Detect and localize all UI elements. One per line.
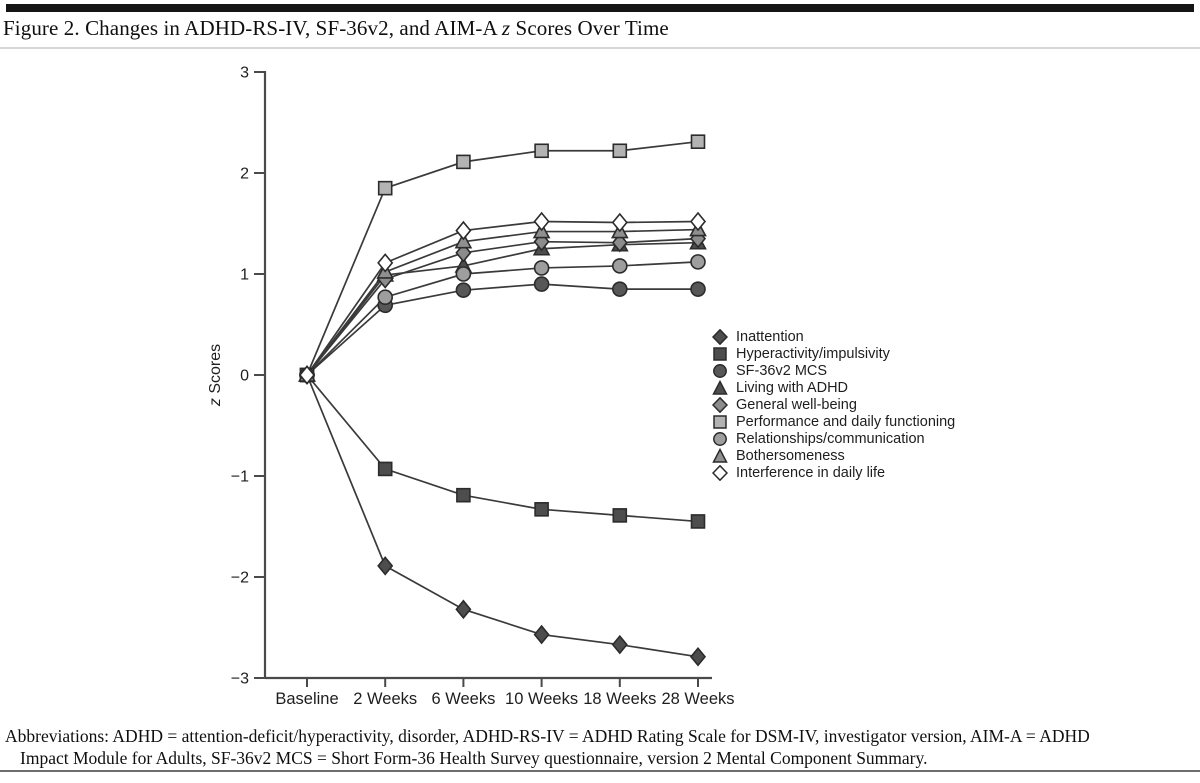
x-tick-label: 18 Weeks	[583, 690, 657, 708]
diamond-marker	[691, 648, 705, 665]
y-tick-label: −2	[230, 569, 249, 587]
legend-item	[712, 447, 955, 464]
diamond-legend-icon	[712, 397, 728, 413]
square-legend-icon	[712, 414, 728, 430]
diamond-marker	[456, 601, 470, 618]
square-legend-icon	[712, 346, 728, 362]
figure-title-post: Scores Over Time	[510, 16, 669, 40]
x-tick-label: Baseline	[275, 690, 339, 708]
x-tick-label: 6 Weeks	[431, 690, 496, 708]
legend-item	[712, 362, 955, 379]
diamond-marker	[535, 626, 549, 643]
legend-label: Bothersomeness	[736, 447, 845, 464]
triangle-legend-icon	[712, 380, 728, 396]
legend-item	[712, 413, 955, 430]
square-marker	[535, 144, 548, 157]
y-axis-label: z Scores	[207, 343, 224, 407]
legend-item	[712, 430, 955, 447]
x-tick-label: 2 Weeks	[353, 690, 418, 708]
legend-item	[712, 396, 955, 413]
circle-marker	[456, 283, 470, 297]
figure-title-italic-z: z	[501, 16, 511, 40]
circle-legend-icon	[712, 431, 728, 447]
circle-marker	[691, 255, 705, 269]
square-marker	[379, 462, 392, 475]
square-marker	[692, 515, 705, 528]
y-tick-label: 0	[240, 367, 249, 385]
figure-title-pre: Figure 2. Changes in ADHD-RS-IV, SF-36v2, and AIM-A	[3, 16, 502, 40]
circle-marker	[613, 282, 627, 296]
legend-item	[712, 379, 955, 396]
circle-marker	[456, 267, 470, 281]
square-marker	[535, 503, 548, 516]
diamond-marker	[613, 636, 627, 653]
circle-marker	[535, 261, 549, 275]
diamond-marker	[456, 222, 470, 239]
square-marker	[457, 489, 470, 502]
abbreviations-line-1: Abbreviations: ADHD = attention-deficit/hyperactivity, disorder, ADHD-RS-IV = ADHD Rating Scale for DSM-IV, investigator version, AIM-A = ADHD	[5, 726, 1090, 746]
diamond-marker	[691, 213, 705, 230]
legend-label: Hyperactivity/impulsivity	[736, 345, 890, 362]
circle-marker	[535, 277, 549, 291]
chart-legend	[712, 328, 955, 481]
y-tick-label: 3	[240, 64, 249, 82]
y-tick-label: −1	[230, 468, 249, 486]
circle-marker	[378, 290, 392, 304]
bottom-rule-bar	[0, 770, 1200, 772]
circle-marker	[691, 282, 705, 296]
square-marker	[692, 135, 705, 148]
legend-label: SF-36v2 MCS	[736, 362, 828, 379]
diamond-legend-icon	[712, 329, 728, 345]
square-marker	[613, 144, 626, 157]
square-marker	[379, 182, 392, 195]
legend-label: Living with ADHD	[736, 379, 849, 396]
abbreviations-note	[5, 726, 1197, 769]
legend-item	[712, 345, 955, 362]
triangle-legend-icon	[712, 448, 728, 464]
square-marker	[613, 509, 626, 522]
legend-label: Relationships/communication	[736, 430, 925, 447]
legend-label: Performance and daily functioning	[736, 413, 956, 430]
circle-marker	[613, 259, 627, 273]
diamond-legend-icon	[712, 465, 728, 481]
diamond-marker	[613, 214, 627, 231]
series-line	[307, 375, 698, 521]
square-marker	[457, 155, 470, 168]
y-tick-label: 2	[240, 165, 249, 183]
abbreviations-line-2: Impact Module for Adults, SF-36v2 MCS = Short Form-36 Health Survey questionnaire, version 2 Mental Component Summary.	[20, 747, 928, 768]
circle-legend-icon	[712, 363, 728, 379]
y-tick-label: 1	[240, 266, 249, 284]
series-line	[307, 243, 698, 375]
legend-item	[712, 464, 955, 481]
y-tick-label: −3	[230, 670, 249, 688]
x-tick-label: 10 Weeks	[505, 690, 579, 708]
legend-label: Interference in daily life	[736, 464, 886, 481]
legend-label: Inattention	[736, 328, 804, 345]
legend-label: General well-being	[736, 396, 857, 413]
diamond-marker	[378, 557, 392, 574]
legend-item	[712, 328, 955, 345]
series-line	[307, 239, 698, 375]
diamond-marker	[535, 213, 549, 230]
series-line	[307, 375, 698, 657]
series-line	[307, 142, 698, 375]
series-line	[307, 262, 698, 375]
x-tick-label: 28 Weeks	[661, 690, 735, 708]
